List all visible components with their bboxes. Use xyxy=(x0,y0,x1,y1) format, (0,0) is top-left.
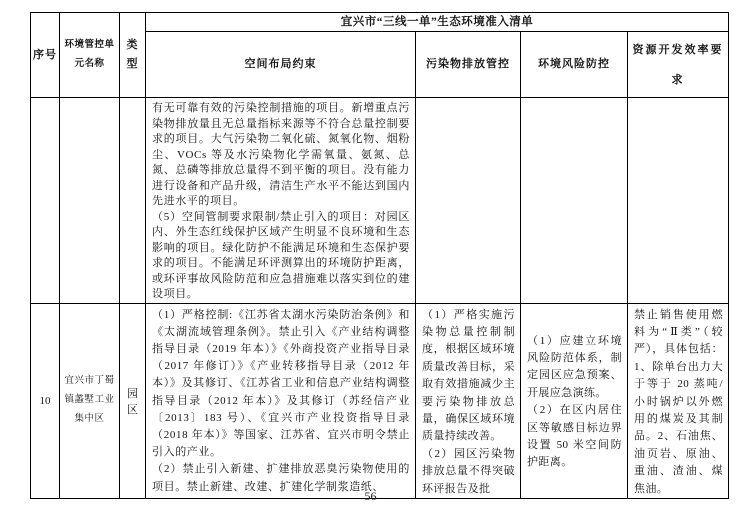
table-row-continuation xyxy=(31,98,729,304)
column-header-index: 序号 xyxy=(31,13,60,98)
cell-pollution-empty xyxy=(416,98,521,304)
spatial-paragraph: （1）严格控制:《江苏省太湖水污染防治条例》和《太湖流域管理条例》。禁止引入《产业结构调整指导目录（2019 年本）》《外商投资产业指导目录（2017 年修订）》《产业转移指导目录（2012 年本）》及其修订、《江苏省工业和信息产业结构调整指导目录（2012 年本）》及其修订（苏经信产业〔2013〕183 号）、《宜兴市产业投资指导目录（2018 年本）》等国家、江苏省、宜兴市明令禁止引入的产业。 xyxy=(152,308,410,459)
cell-pollution-control xyxy=(416,303,521,498)
spatial-paragraph: （5）空间管制要求限制/禁止引入的项目：对园区内、外生态红线保护区域产生明显不良环境和生态影响的项目。绿化防护不能满足环境和生态保护要求的项目。不能满足环评测算出的环境防护距离，或环评事故风险防范和应急措施难以落实到位的建设项目。 xyxy=(152,210,410,300)
column-header-resource: 资源开发效率要求 xyxy=(628,32,729,98)
resource-paragraph: 禁止销售使用燃料为“Ⅱ类”（较严），具体包括：1、除单台出力大于等于 20 蒸吨/小时锅炉以外燃用的煤炭及其制品。2、石油焦、油页岩、原油、重油、渣油、煤焦油。 xyxy=(634,308,723,495)
table-title: 宜兴市“三线一单”生态环境准入清单 xyxy=(146,13,729,32)
risk-paragraph: （1）应建立环境风险防范体系，制定园区应急预案、开展应急演练。 xyxy=(527,334,622,399)
cell-type: 园区 xyxy=(120,303,146,498)
admission-list-table xyxy=(30,12,729,499)
cell-risk-empty xyxy=(521,98,628,304)
column-header-spatial: 空间布局约束 xyxy=(146,32,416,98)
pollution-paragraph: （2）园区污染物排放总量不得突破环评报告及批 xyxy=(422,447,515,495)
table-row-10 xyxy=(31,303,729,498)
cell-spatial-constraints-continuation xyxy=(146,98,416,304)
column-header-pollution: 污染物排放管控 xyxy=(416,32,521,98)
cell-resource-efficiency xyxy=(628,303,729,498)
cell-resource-empty xyxy=(628,98,729,304)
cell-spatial-constraints xyxy=(146,303,416,498)
cell-unit-name: 宜兴市丁蜀镇蠡墅工业集中区 xyxy=(60,303,120,498)
pollution-paragraph: （1）严格实施污染物总量控制制度，根据区域环境质量改善目标，采取有效措施减少主要污染物排放总量，确保区域环境质量持续改善。 xyxy=(422,308,515,443)
column-header-type: 类型 xyxy=(120,13,146,98)
page-number: 56 xyxy=(364,489,377,503)
cell-risk-prevention xyxy=(521,303,628,498)
cell-unit-name-empty xyxy=(60,98,120,304)
column-header-unit-name: 环境管控单元名称 xyxy=(60,13,120,98)
risk-paragraph: （2）在区内居住区等敏感目标边界设置 50 米空间防护距离。 xyxy=(527,404,622,469)
column-header-risk: 环境风险防控 xyxy=(521,32,628,98)
cell-index-empty xyxy=(31,98,60,304)
header-row-title xyxy=(31,13,729,32)
cell-index: 10 xyxy=(31,303,60,498)
spatial-paragraph: 有无可靠有效的污染控制措施的项目。新增重点污染物排放量且无总量指标来源等不符合总量控制要求的项目。大气污染物二氧化硫、氮氧化物、烟粉尘、VOCs 等及水污染物化学需氧量、氨氮、总氮、总磷等排放总量得不到平衡的项目。没有能力进行设备和产品升级，清洁生产水平不能达到国内先进水平的项目。 xyxy=(152,102,410,207)
cell-type-empty xyxy=(120,98,146,304)
spatial-paragraph: （2）禁止引入新建、扩建排放恶臭污染物使用的项目。禁止新建、改建、扩建化学制浆造纸、 xyxy=(152,463,410,493)
